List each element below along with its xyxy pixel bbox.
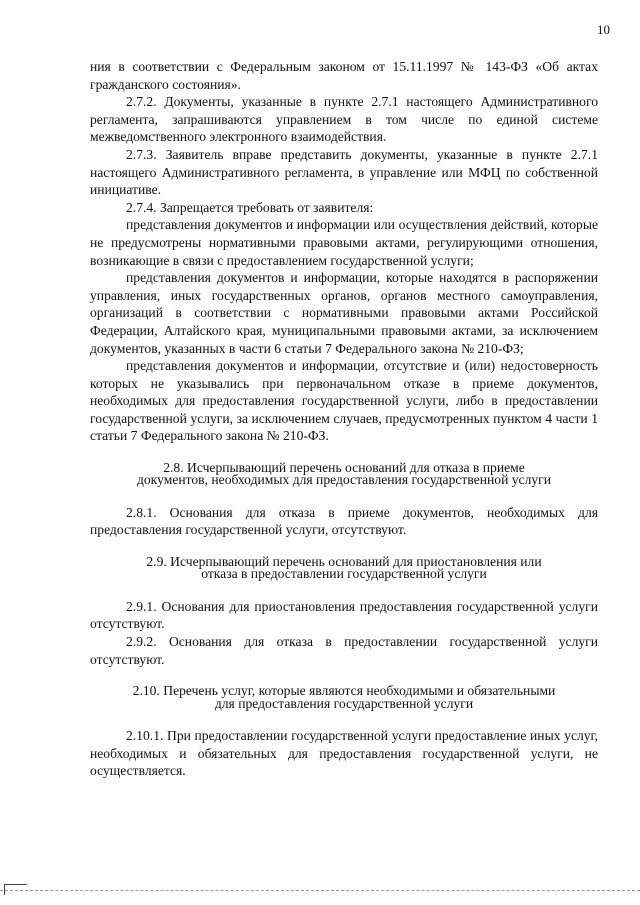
section-heading: 2.8. Исчерпывающий перечень оснований для отказа в приеме документов, необходимых для предоставления государственной услуги — [136, 460, 552, 488]
paragraph: 2.10.1. При предоставлении государственной услуги предоставление иных услуг, необходимых и обязательных для предоставления государственной услуги, не осуществляется. — [90, 728, 598, 779]
spacer — [90, 710, 598, 727]
spacer — [90, 487, 598, 504]
paragraph: представления документов и информации или осуществления действий, которые не предусмотрены нормативными правовыми актами, регулирующими отношения, возникающие в связи с предоставлением государственной услуги; — [90, 217, 598, 268]
spacer — [90, 581, 598, 598]
paragraph: 2.9.1. Основания для приостановления предоставления государственной услуги отсутствуют. — [90, 598, 598, 632]
paragraph: 2.7.2. Документы, указанные в пункте 2.7.1 настоящего Административного регламента, запрашиваются управлением в том числе по единой системе межведомственного электронного взаимодействия. — [90, 94, 598, 145]
paragraph: 2.9.2. Основания для отказа в предоставлении государственной услуги отсутствуют. — [90, 634, 598, 667]
section-heading: 2.9. Исчерпывающий перечень оснований для приостановления или отказа в предоставлении государственной услуги — [146, 554, 542, 582]
paragraph: представления документов и информации, которые находятся в распоряжении управления, иных государственных органов, органов местного самоуправления, организаций в соответствии с нормативными правовыми актами Российской Федерации, Алтайского края, муниципальными правовыми актами, за исключением документов, указанных в части 6 статьи 7 Федерального закона № 210-ФЗ; — [90, 270, 598, 356]
paragraph: 2.7.4. Запрещается требовать от заявителя: — [126, 199, 374, 215]
paragraph: 2.8.1. Основания для отказа в приеме документов, необходимых для предоставления государственной услуги, отсутствуют. — [90, 504, 598, 538]
section-heading: 2.10. Перечень услуг, которые являются необходимыми и обязательными для предоставления государственной услуги — [132, 683, 556, 711]
paragraph: ния в соответствии с Федеральным законом от 15.11.1997 № 143-ФЗ «Об актах гражданского состояния». — [90, 59, 598, 92]
paragraph: представления документов и информации, отсутствие и (или) недостоверность которых не указывались при первоначальном отказе в приеме документов, необходимых для предоставления государственной услуги, либо в предоставлении государственной услуги, за исключением случаев, предусмотренных пунктом 4 части 1 статьи 7 Федерального закона № 210-ФЗ. — [90, 358, 598, 444]
page-number: 10 — [597, 22, 610, 37]
document-body — [90, 58, 598, 780]
scan-bottom-edge — [0, 890, 640, 891]
paragraph: 2.7.3. Заявитель вправе представить документы, указанные в пункте 2.7.1 настоящего Административного регламента, в управление или МФЦ по собственной инициативе. — [90, 146, 598, 198]
